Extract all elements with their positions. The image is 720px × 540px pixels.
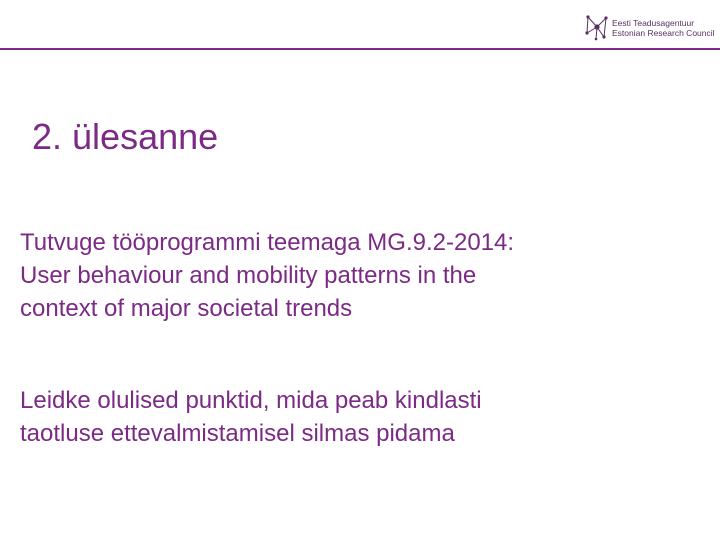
header-divider (0, 48, 720, 50)
logo-name-estonian: Eesti Teadusagentuur (612, 18, 695, 28)
estonian-research-council-logo (584, 13, 714, 45)
instruction-line-2: taotluse ettevalmistamisel silmas pidama (20, 420, 455, 447)
slide-title: 2. ülesanne (32, 116, 219, 157)
instruction-paragraph (20, 384, 710, 450)
task-paragraph (20, 226, 710, 325)
network-star-icon (584, 13, 610, 41)
logo-text (612, 18, 715, 38)
task-line-1: Tutvuge tööprogrammi teemaga MG.9.2-2014: (20, 229, 515, 256)
task-line-3: context of major societal trends (20, 295, 353, 322)
instruction-line-1: Leidke olulised punktid, mida peab kindlasti (20, 387, 482, 414)
task-line-2: User behaviour and mobility patterns in the (20, 262, 477, 289)
logo-name-english: Estonian Research Council (612, 28, 715, 38)
